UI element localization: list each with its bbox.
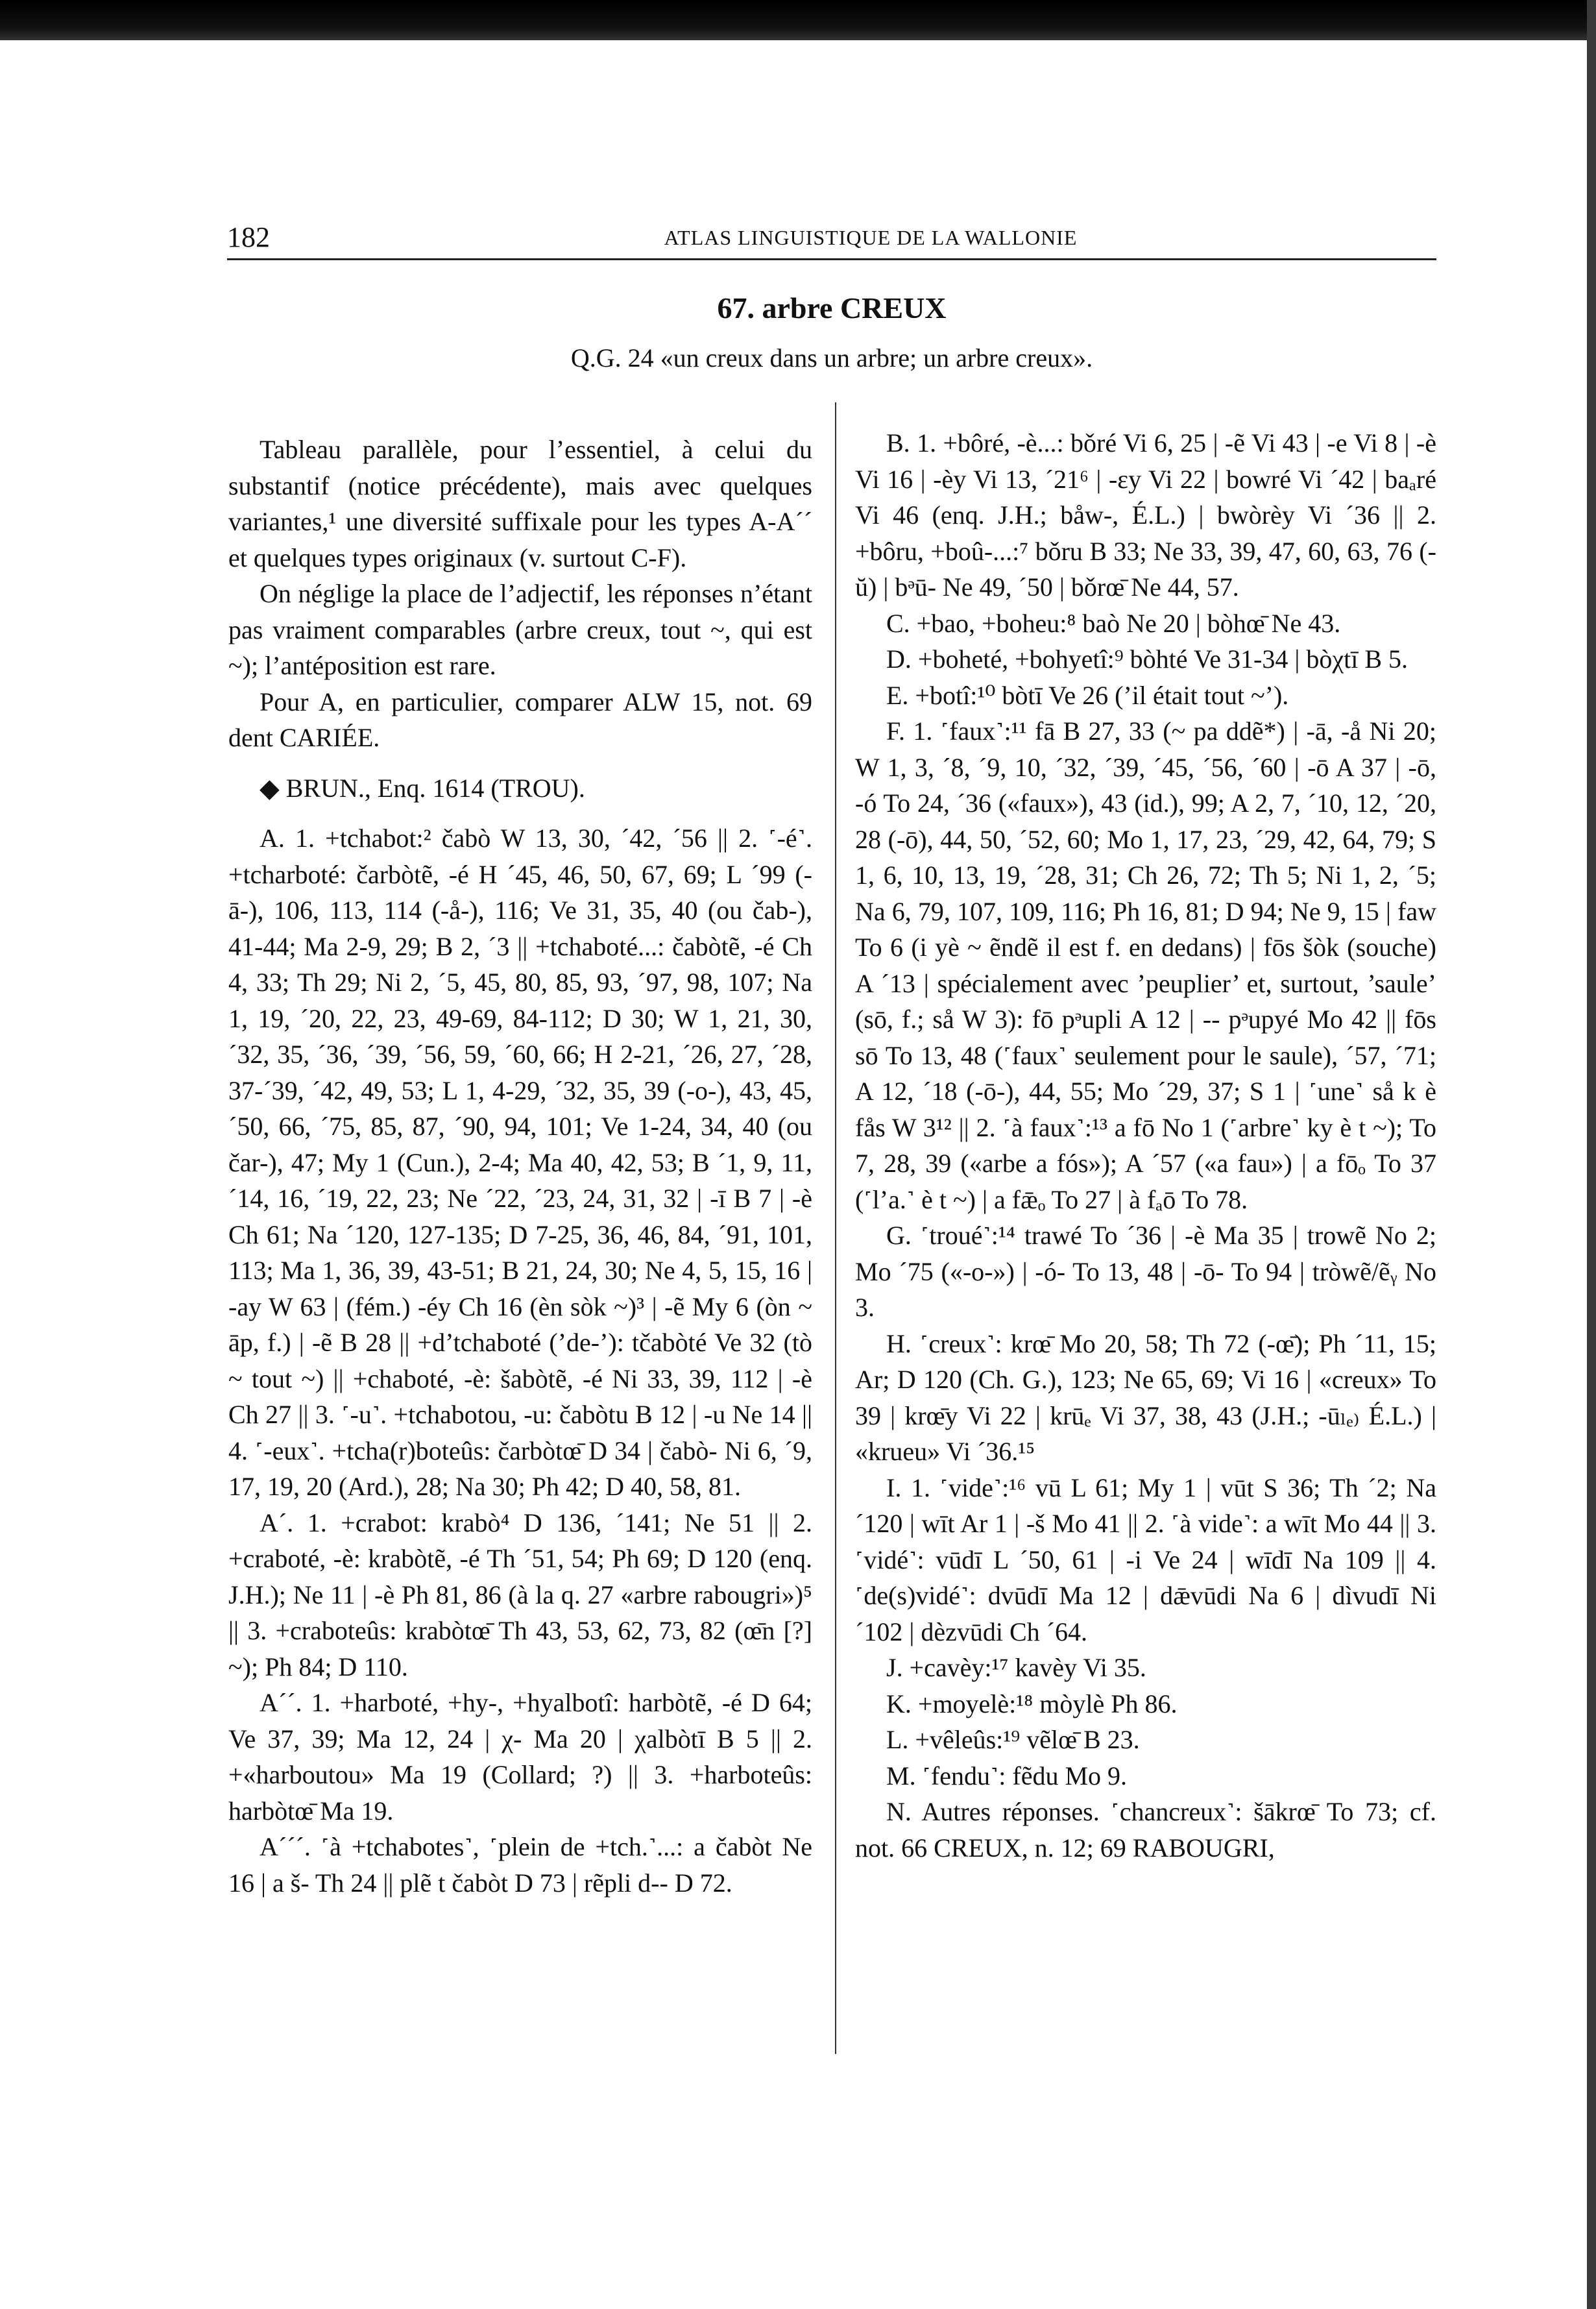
- paragraph-compare: Pour A, en particulier, comparer ALW 15, not. 69 dent CARIÉE.: [228, 687, 812, 752]
- paragraph-brun-reference: ◆ BRUN., Enq. 1614 (TROU).: [260, 773, 585, 803]
- paragraph-type-d: D. +boheté, +bohyetî:⁹ bòhté Ve 31-34 | bòχtī B 5.: [886, 644, 1409, 674]
- paragraph-type-a-triple-prime: A´´´. ˹à +tchabotes˺, ˹plein de +tch.˺...: a čabòt Ne 16 | a š- Th 24 || plẽ t čabòt D 73 | rẽpli d-- D 72.: [228, 1832, 812, 1898]
- right-column: [855, 425, 1436, 1866]
- left-column: [228, 432, 812, 1901]
- scan-top-border: [0, 0, 1596, 40]
- scan-right-border: [1587, 0, 1596, 2309]
- paragraph-type-l: L. +vêleûs:¹⁹ vẽlœ̄ B 23.: [886, 1725, 1140, 1754]
- paragraph-type-a-prime: A´. 1. +crabot: krabò⁴ D 136, ´141; Ne 51 || 2. +craboté, -è: krabòtẽ, -é Th ´51, 54; Ph 69; D 120 (enq. J.H.); Ne 11 | -è Ph 81, 86 (à la q. 27 «arbre rabougri»)⁵ || 3. +craboteûs: krabòtœ̄ Th 43, 53, 62, 73, 82 (œ̄n [?] ~); Ph 84; D 110.: [228, 1508, 812, 1681]
- paragraph-type-f: F. 1. ˹faux˺:¹¹ fā B 27, 33 (~ pa ddẽ*) | -ā, -å Ni 20; W 1, 3, ´8, ´9, 10, ´32, ´39, ´45, ´56, ´60 | -ō A 37 | -ō, -ó To 24, ´36 («faux»), 43 (id.), 99; A 2, 7, ´10, 12, ´20, 28 (-ō), 44, 50, ´52, 60; Mo 1, 17, 23, ´29, 42, 64, 79; S 1, 6, 10, 13, 19, ´28, 31; Ch 26, 72; Th 5; Ni 1, 2, ´5; Na 6, 79, 107, 109, 116; Ph 16, 81; D 94; Ne 9, 15 | faw To 6 (i yè ~ ẽndẽ il est f. en dedans) | fōs šòk (souche) A ´13 | spécialement avec ’peuplier’ et, surtout, ’saule’ (sō, f.; så W 3): fō pᵊupli A 12 | -- pᵊupyé Mo 42 || fōs sō To 13, 48 (˹faux˺ seulement pour le saule), ´57, ´71; A 12, ´18 (-ō-), 44, 55; Mo ´29, 37; S 1 | ˹une˺ så k è fås W 3¹² || 2. ˹à faux˺:¹³ a fō No 1 (˹arbre˺ ky è t ~); To 7, 28, 39 («arbe a fós»); A ´57 («a fau») | a fōₒ To 37 (˹l’a.˺ è t ~) | a fǣₒ To 27 | à fₐō To 78.: [855, 716, 1436, 1214]
- page-number: 182: [227, 221, 270, 253]
- paragraph-type-a: A. 1. +tchabot:² čabò W 13, 30, ´42, ´56 || 2. ˹-é˺. +tcharboté: čarbòtẽ, -é H ´45, 46, 50, 67, 69; L ´99 (-ā-), 106, 113, 114 (-å-), 116; Ve 31, 35, 40 (ou čab-), 41-44; Ma 2-9, 29; B 2, ´3 || +tchaboté...: čabòtẽ, -é Ch 4, 33; Th 29; Ni 2, ´5, 45, 80, 85, 93, ´97, 98, 107; Na 1, 19, ´20, 22, 23, 49-69, 84-112; D 30; W 1, 21, 30, ´32, 35, ´36, ´39, ´56, 59, ´60, 66; H 2-21, ´26, 27, ´28, 37-´39, ´42, 49, 53; L 1, 4-29, ´32, 35, 39 (-o-), 43, 45, ´50, 66, ´75, 85, 87, ´90, 94, 101; Ve 1-24, 34, 40 (ou čar-), 47; My 1 (Cun.), 2-4; Ma 40, 42, 53; B ´1, 9, 11, ´14, 16, ´19, 22, 23; Ne ´22, ´23, 24, 31, 32 | -ī B 7 | -è Ch 61; Na ´120, 127-135; D 7-25, 36, 46, 84, ´91, 101, 113; Ma 1, 36, 39, 43-51; B 21, 24, 30; Ne 4, 5, 15, 16 | -ay W 63 | (fém.) -éy Ch 16 (èn sòk ~)³ | -ẽ My 6 (òn ~ āp, f.) | -ẽ B 28 || +d’tchaboté (’de-’): tčabòté Ve 32 (tò ~ tout ~) || +chaboté, -è: šabòtẽ, -é Ni 33, 39, 112 | -è Ch 27 || 3. ˹-u˺. +tchabotou, -u: čabòtu B 12 | -u Ne 14 || 4. ˹-eux˺. +tcha(r)boteûs: čarbòtœ̄ D 34 | čabò- Ni 6, ´9, 17, 19, 20 (Ard.), 28; Na 30; Ph 42; D 40, 58, 81.: [228, 824, 812, 1501]
- paragraph-type-a-double-prime: A´´. 1. +harboté, +hy-, +hyalbotî: harbòtẽ, -é D 64; Ve 37, 39; Ma 12, 24 | χ- Ma 20 | χalbòtī B 5 || 2. +«harboutou» Ma 19 (Collard; ?) || 3. +harboteûs: harbòtœ̄ Ma 19.: [228, 1688, 812, 1826]
- article-subtitle: Q.G. 24 «un creux dans un arbre; un arbre creux».: [570, 343, 1093, 373]
- paragraph-type-k: K. +moyelè:¹⁸ mòylè Ph 86.: [886, 1689, 1178, 1718]
- paragraph-type-g: G. ˹troué˺:¹⁴ trawé To ´36 | -è Ma 35 | trowẽ No 2; Mo ´75 («-o-») | -ó- To 13, 48 | -ō- To 94 | tròwẽ/ẽᵧ No 3.: [855, 1221, 1436, 1322]
- paragraph-type-n: N. Autres réponses. ˹chancreux˺: šākrœ̄ To 73; cf. not. 66 CREUX, n. 12; 69 RABOUGRI,: [855, 1797, 1436, 1863]
- paragraph-intro: Tableau parallèle, pour l’essentiel, à celui du substantif (notice précédente), mais avec quelques variantes,¹ une diversité suffixale pour les types A-A´´ et quelques types originaux (v. surtout C-F).: [228, 435, 812, 572]
- paragraph-type-j: J. +cavèy:¹⁷ kavèy Vi 35.: [886, 1653, 1146, 1682]
- column-divider: [835, 402, 836, 2054]
- paragraph-type-c: C. +bao, +boheu:⁸ baò Ne 20 | bòhœ̄ Ne 43.: [886, 608, 1341, 638]
- paragraph-type-b: B. 1. +bôré, -è...: bǒré Vi 6, 25 | -ẽ Vi 43 | -e Vi 8 | -è Vi 16 | -èy Vi 13, ´21⁶ | -ɛy Vi 22 | bowré Vi ´42 | baₐré Vi 46 (enq. J.H.; båw-, É.L.) | bwòrèy Vi ´36 || 2. +bôru, +boû-...:⁷ bǒru B 33; Ne 33, 39, 47, 60, 63, 76 (-ŭ) | bᵊū- Ne 49, ´50 | bǒrœ̄ Ne 44, 57.: [855, 428, 1436, 602]
- page-header: [227, 219, 1436, 260]
- article-title: 67. arbre CREUX: [717, 291, 947, 324]
- running-title: ATLAS LINGUISTIQUE DE LA WALLONIE: [664, 226, 1078, 249]
- paragraph-type-m: M. ˹fendu˺: fẽdu Mo 9.: [886, 1761, 1128, 1790]
- paragraph-type-h: H. ˹creux˺: krœ̄ Mo 20, 58; Th 72 (-œ̄); Ph ´11, 15; Ar; D 120 (Ch. G.), 123; Ne 65, 69; Vi 16 | «creux» To 39 | krœ̄y Vi 22 | krūₑ Vi 37, 38, 43 (J.H.; -ūₗₑ₎ É.L.) | «krueu» Vi ´36.¹⁵: [855, 1328, 1436, 1466]
- paragraph-type-e: E. +botî:¹⁰ bòtī Ve 26 (’il était tout ~’).: [886, 680, 1289, 710]
- paragraph-adjective-place: On néglige la place de l’adjectif, les réponses n’étant pas vraiment comparables (arbre creux, tout ~, qui est ~); l’antéposition est rare.: [228, 579, 812, 680]
- paragraph-type-i: I. 1. ˹vide˺:¹⁶ vū L 61; My 1 | vūt S 36; Th ´2; Na ´120 | wīt Ar 1 | -š Mo 41 || 2. ˹à vide˺: a wīt Mo 44 || 3. ˹vidé˺: vūdī L ´50, 61 | -i Ve 24 | wīdī Na 109 || 4. ˹de(s)vidé˺: dvūdī Ma 12 | dǣvūdi Na 6 | dìvudī Ni ´102 | dèzvūdi Ch ´64.: [855, 1472, 1436, 1646]
